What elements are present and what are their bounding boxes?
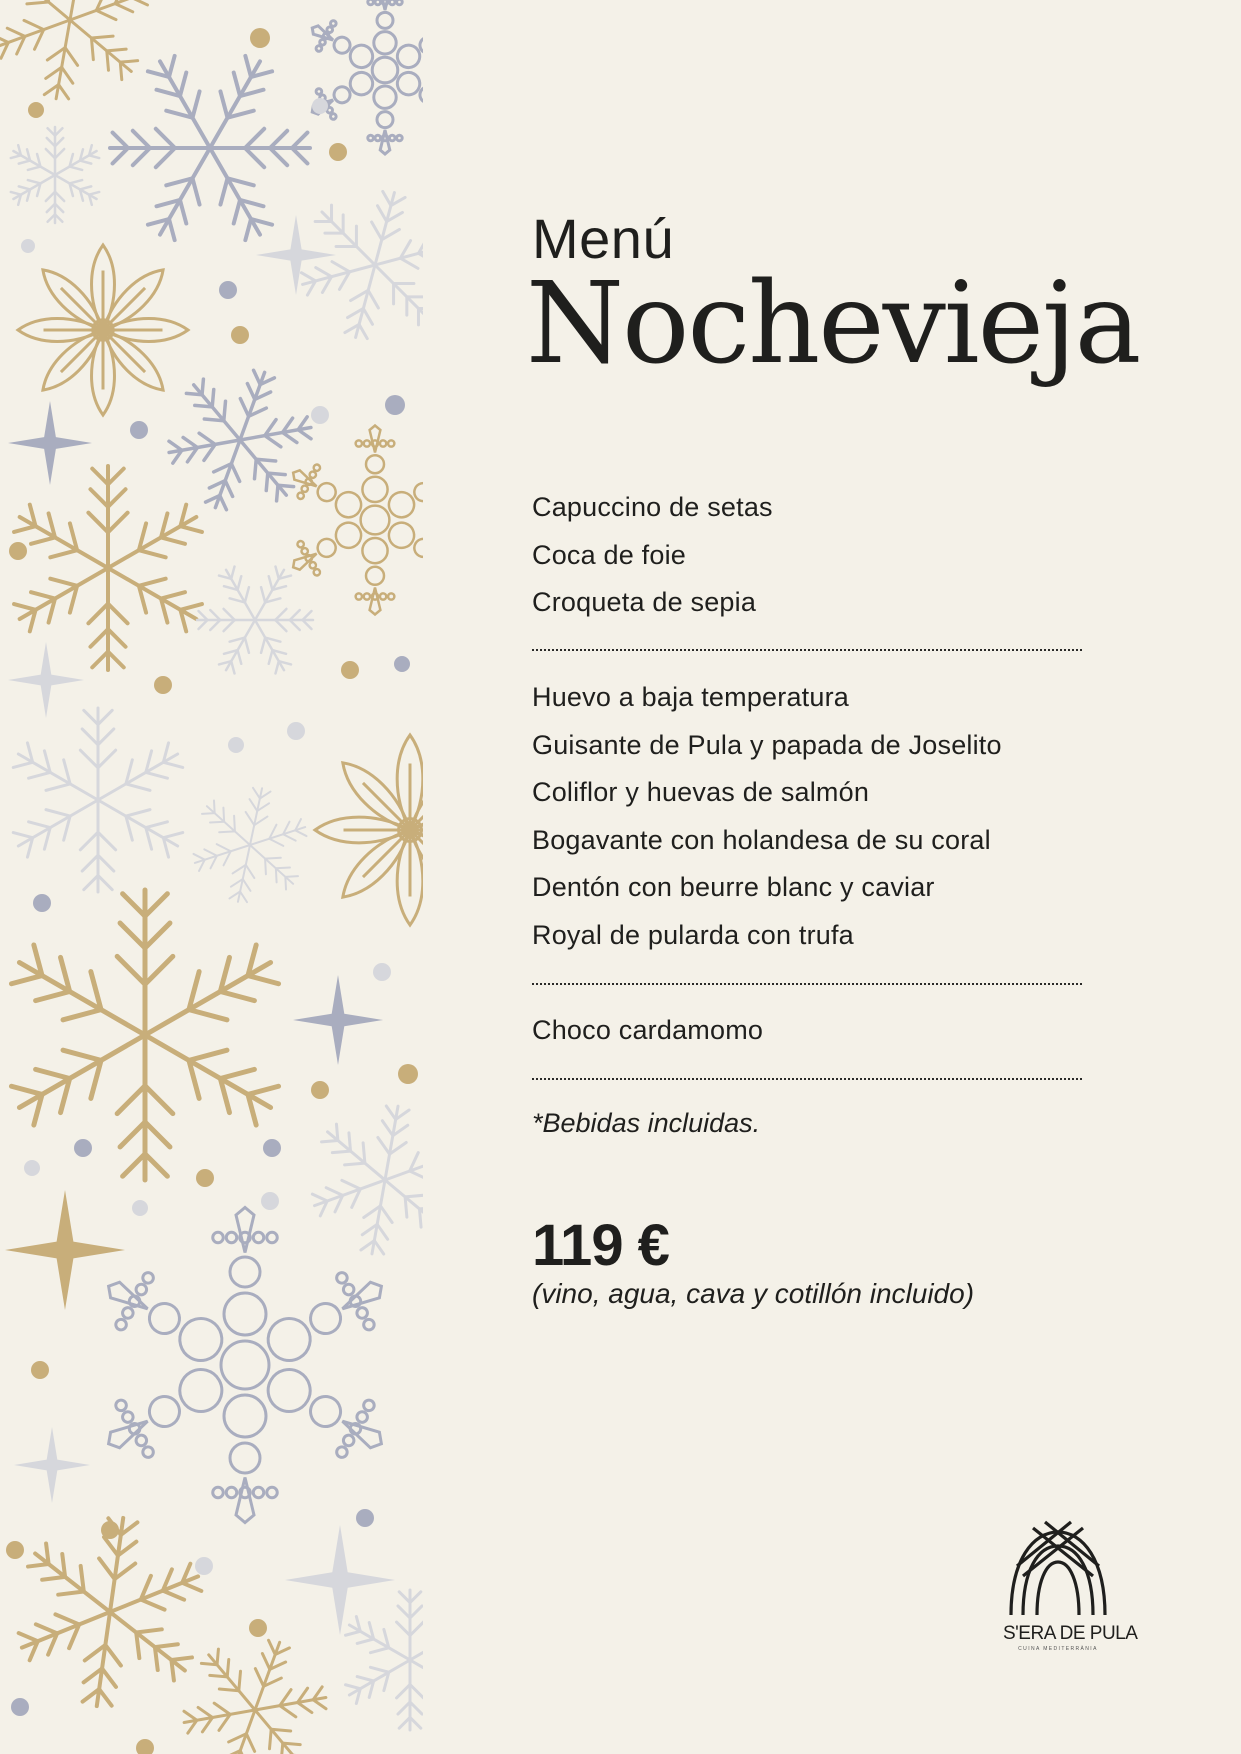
dot-icon bbox=[311, 406, 329, 424]
snowflake-icon bbox=[304, 0, 423, 154]
dot-icon bbox=[31, 1361, 49, 1379]
snowflake-icon bbox=[9, 127, 101, 223]
snowflake-decoration-panel bbox=[0, 0, 423, 1754]
snowflake-icon bbox=[343, 1590, 423, 1730]
sparkle-icon bbox=[293, 975, 383, 1065]
starters-list bbox=[532, 484, 1082, 627]
dish-item: Croqueta de sepia bbox=[532, 587, 757, 618]
dot-icon bbox=[261, 1192, 279, 1210]
dot-icon bbox=[28, 102, 44, 118]
mains-list bbox=[532, 674, 1082, 960]
dot-icon bbox=[195, 1557, 213, 1575]
logo-tagline: CUINA MEDITERRÀNIA bbox=[1018, 1646, 1098, 1652]
sparkle-icon bbox=[14, 1427, 90, 1503]
dot-icon bbox=[287, 722, 305, 740]
dessert-list bbox=[532, 1007, 1082, 1055]
dot-icon bbox=[21, 239, 35, 253]
dot-icon bbox=[132, 1200, 148, 1216]
snowflake-icon bbox=[6, 890, 285, 1180]
snowflake-icon bbox=[183, 777, 316, 914]
dot-icon bbox=[228, 737, 244, 753]
drinks-note: *Bebidas incluidas. bbox=[532, 1108, 761, 1138]
snowflake-icon bbox=[9, 708, 186, 892]
dot-icon bbox=[311, 1081, 329, 1099]
dot-icon bbox=[136, 1739, 154, 1754]
dish-item: Coliflor y huevas de salmón bbox=[532, 777, 870, 808]
snowflake-icon bbox=[150, 349, 329, 532]
snowflake-icon bbox=[165, 1619, 344, 1754]
dish-item: Choco cardamomo bbox=[532, 1015, 764, 1045]
logo-name: S'ERA DE PULA bbox=[1003, 1623, 1138, 1644]
dot-icon bbox=[373, 963, 391, 981]
dish-item: Capuccino de setas bbox=[532, 492, 773, 522]
snowflake-icon bbox=[286, 174, 423, 356]
dish-item: Royal de pularda con trufa bbox=[532, 919, 854, 950]
price-note: (vino, agua, cava y cotillón incluido) bbox=[532, 1278, 975, 1309]
snowflake-icon bbox=[77, 13, 344, 282]
dish-item: Dentón con beurre blanc y caviar bbox=[532, 872, 935, 903]
dish-item: Coca de foie bbox=[532, 539, 686, 570]
dot-icon bbox=[9, 542, 27, 560]
dot-icon bbox=[154, 676, 172, 694]
menu-subtitle: Menú bbox=[532, 207, 675, 270]
sparkle-icon bbox=[285, 1525, 395, 1635]
dot-icon bbox=[101, 1521, 119, 1539]
price: 119 € bbox=[532, 1213, 669, 1278]
sparkle-icon bbox=[8, 642, 84, 718]
dot-icon bbox=[341, 661, 359, 679]
dot-icon bbox=[398, 1064, 418, 1084]
dot-icon bbox=[74, 1139, 92, 1157]
restaurant-logo bbox=[1003, 1520, 1138, 1652]
dot-icon bbox=[231, 326, 249, 344]
snowflake-icon bbox=[283, 426, 423, 615]
dish-item: Huevo a baja temperatura bbox=[532, 682, 849, 712]
snowflake-icon bbox=[301, 1094, 423, 1267]
dot-icon bbox=[24, 1160, 40, 1176]
dot-icon bbox=[6, 1541, 24, 1559]
dotted-divider bbox=[532, 1078, 1082, 1080]
dot-icon bbox=[11, 1698, 29, 1716]
snowflake-icon bbox=[18, 245, 188, 415]
dotted-divider bbox=[532, 649, 1082, 651]
dot-icon bbox=[249, 1619, 267, 1637]
dot-icon bbox=[329, 143, 347, 161]
dot-icon bbox=[130, 421, 148, 439]
dot-icon bbox=[356, 1509, 374, 1527]
dot-icon bbox=[312, 98, 328, 114]
dotted-divider bbox=[532, 983, 1082, 985]
sparkle-icon bbox=[256, 215, 336, 295]
menu-title: Nochevieja bbox=[526, 259, 1140, 389]
dot-icon bbox=[33, 894, 51, 912]
dish-item: Bogavante con holandesa de su coral bbox=[532, 824, 991, 855]
sparkle-icon bbox=[5, 1190, 125, 1310]
dot-icon bbox=[219, 281, 237, 299]
arch-logo-icon bbox=[1003, 1520, 1113, 1620]
dot-icon bbox=[196, 1169, 214, 1187]
dish-item: Guisante de Pula y papada de Joselito bbox=[532, 729, 1002, 760]
dot-icon bbox=[263, 1139, 281, 1157]
dot-icon bbox=[250, 28, 270, 48]
snowflake-icon bbox=[92, 1208, 397, 1523]
sparkle-icon bbox=[8, 401, 92, 485]
snowflake-icon bbox=[315, 735, 423, 925]
snowflake-icon bbox=[10, 466, 206, 670]
dot-icon bbox=[385, 395, 405, 415]
dot-icon bbox=[394, 656, 410, 672]
snowflake-icon bbox=[0, 0, 160, 112]
